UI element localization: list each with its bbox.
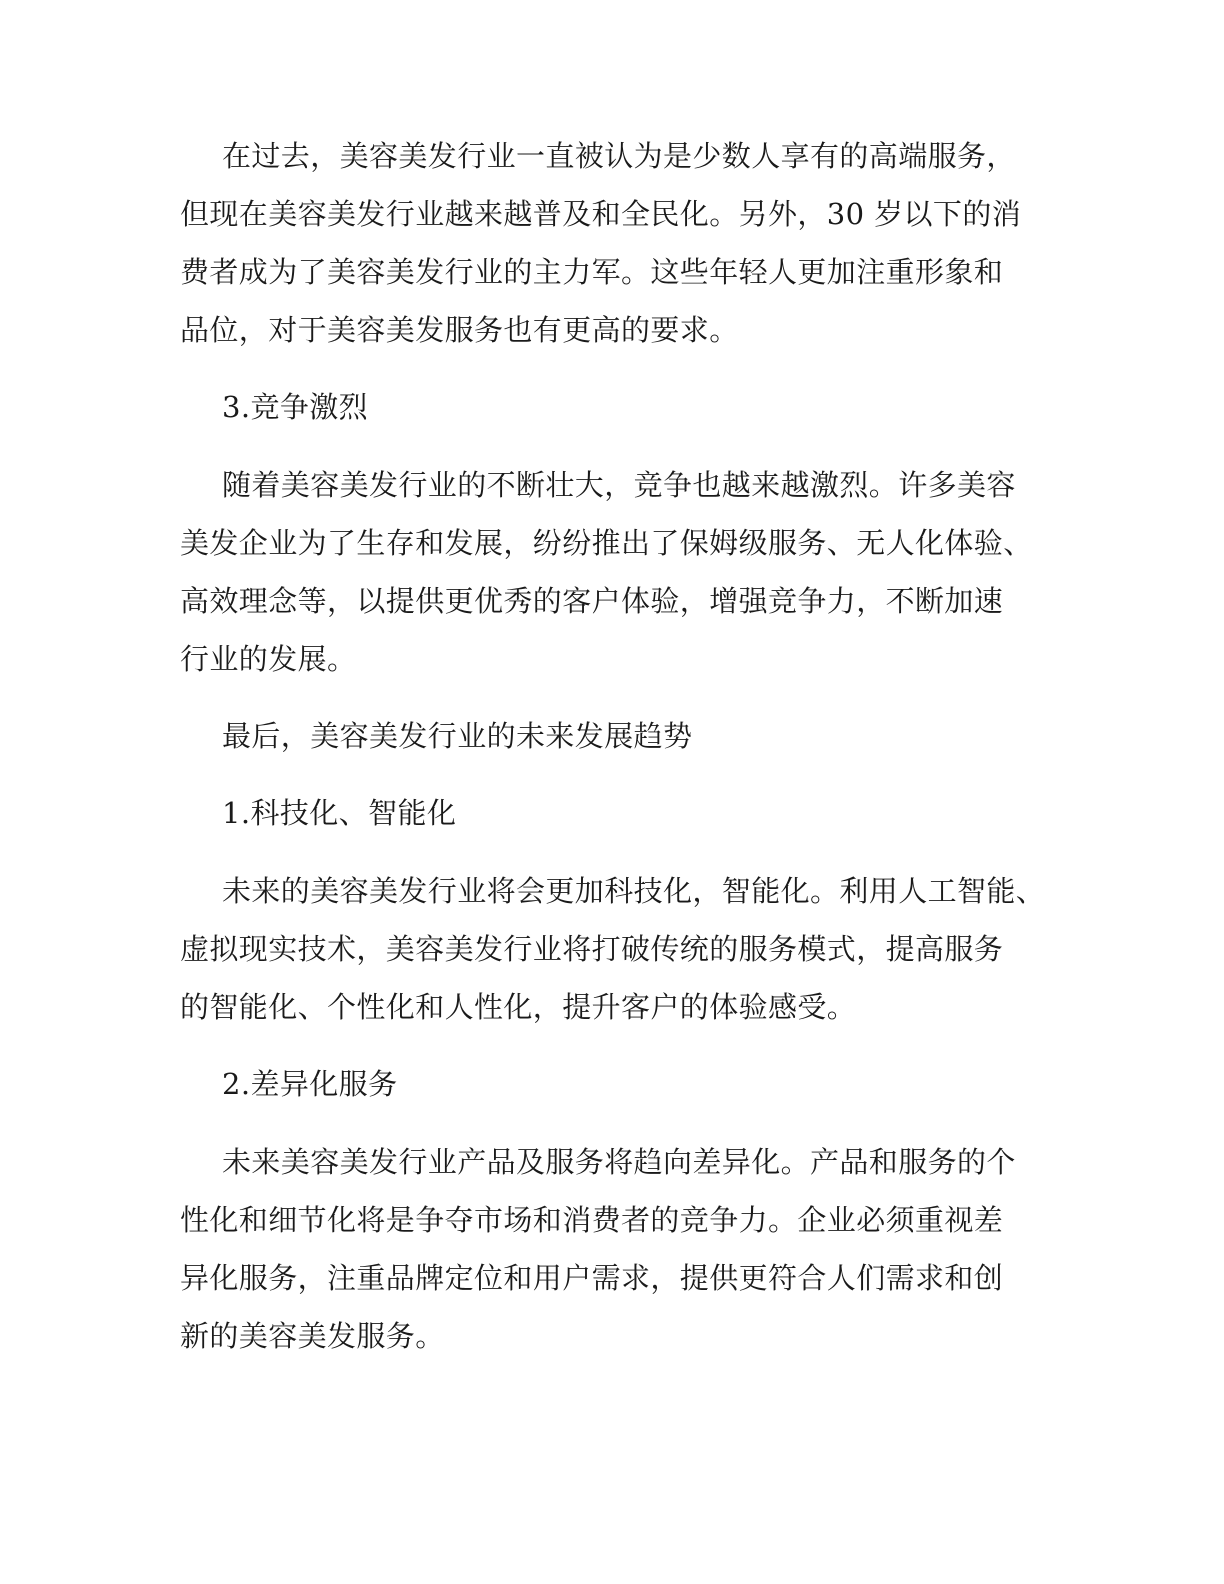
paragraph-line: 新的美容美发服务。 (180, 1319, 445, 1353)
section-heading-competition: 3.竞争激烈 (222, 390, 369, 424)
paragraph-line: 在过去，美容美发行业一直被认为是少数人享有的高端服务， (222, 139, 1016, 173)
paragraph-line: 费者成为了美容美发行业的主力军。这些年轻人更加注重形象和 (180, 255, 1004, 289)
section-heading-future-trends: 最后，美容美发行业的未来发展趋势 (222, 719, 693, 753)
paragraph-line: 的智能化、个性化和人性化，提升客户的体验感受。 (180, 990, 857, 1024)
paragraph-line: 品位，对于美容美发服务也有更高的要求。 (180, 313, 739, 347)
paragraph-line: 性化和细节化将是争夺市场和消费者的竞争力。企业必须重视差 (180, 1203, 1004, 1237)
paragraph-line: 未来美容美发行业产品及服务将趋向差异化。产品和服务的个 (222, 1145, 1016, 1179)
paragraph-line: 随着美容美发行业的不断壮大，竞争也越来越激烈。许多美容 (222, 468, 1016, 502)
paragraph-line: 行业的发展。 (180, 642, 357, 676)
paragraph-line: 但现在美容美发行业越来越普及和全民化。另外，30 岁以下的消 (180, 197, 1022, 231)
paragraph-line: 异化服务，注重品牌定位和用户需求，提供更符合人们需求和创 (180, 1261, 1004, 1295)
paragraph-line: 高效理念等，以提供更优秀的客户体验，增强竞争力，不断加速 (180, 584, 1004, 618)
section-heading-differentiation: 2.差异化服务 (222, 1067, 398, 1101)
paragraph-line: 虚拟现实技术，美容美发行业将打破传统的服务模式，提高服务 (180, 932, 1004, 966)
paragraph-line: 美发企业为了生存和发展，纷纷推出了保姆级服务、无人化体验、 (180, 526, 1033, 560)
section-heading-technology: 1.科技化、智能化 (222, 796, 457, 830)
paragraph-line: 未来的美容美发行业将会更加科技化，智能化。利用人工智能、 (222, 874, 1046, 908)
